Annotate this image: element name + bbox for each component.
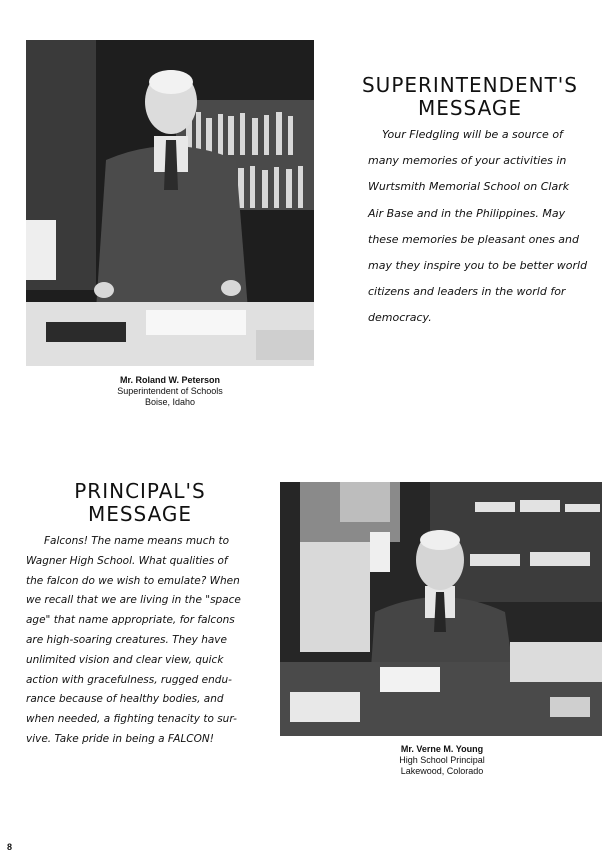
message-line: the falcon do we wish to emulate? When: [26, 574, 240, 587]
message-line: may they inspire you to be better world: [368, 259, 588, 273]
superintendent-message: [368, 122, 600, 332]
message-line: we recall that we are living in the "space: [26, 594, 241, 607]
message-line: rance because of healthy bodies, and: [26, 693, 224, 706]
message-line: citizens and leaders in the world for: [368, 285, 566, 299]
message-line: action with gracefulness, rugged endu-: [26, 673, 232, 686]
principal-location: Lakewood, Colorado: [400, 766, 484, 776]
principal-heading-line1: PRINCIPAL'S: [74, 479, 206, 503]
message-line: many memories of your activities in: [368, 154, 567, 168]
message-line: these memories be pleasant ones and: [368, 232, 579, 246]
message-line: unlimited vision and clear view, quick: [26, 653, 224, 666]
superintendent-title: Superintendent of Schools: [117, 386, 223, 396]
message-line: Your Fledgling will be a source of: [382, 128, 563, 141]
principal-heading: [18, 480, 262, 526]
superintendent-caption: [100, 375, 240, 408]
superintendent-name: Mr. Roland W. Peterson: [119, 375, 220, 385]
principal-photo: [280, 482, 602, 736]
message-line: democracy.: [368, 311, 432, 325]
message-line: age" that name appropriate, for falcons: [26, 614, 235, 627]
superintendent-heading: [350, 74, 590, 120]
message-line: Wagner High School. What qualities of: [26, 554, 228, 567]
message-line: when needed, a fighting tenacity to sur-: [26, 713, 237, 726]
superintendent-location: Boise, Idaho: [144, 397, 196, 407]
principal-name: Mr. Verne M. Young: [400, 744, 484, 754]
superintendent-photo: [26, 40, 314, 366]
principal-message: [26, 532, 258, 750]
message-line: vive. Take pride in being a FALCON!: [26, 732, 214, 745]
message-line: are high-soaring creatures. They have: [26, 633, 227, 646]
principal-heading-line2: MESSAGE: [87, 502, 193, 526]
message-line: Falcons! The name means much to: [44, 535, 230, 547]
principal-caption: [372, 744, 512, 777]
page-number: 8: [7, 842, 13, 852]
message-line: Wurtsmith Memorial School on Clark: [368, 180, 570, 194]
message-line: Air Base and in the Philippines. May: [368, 206, 566, 220]
principal-title: High School Principal: [399, 755, 485, 765]
superintendent-heading-line1: SUPERINTENDENT'S: [361, 73, 578, 97]
superintendent-heading-line2: MESSAGE: [417, 96, 523, 120]
